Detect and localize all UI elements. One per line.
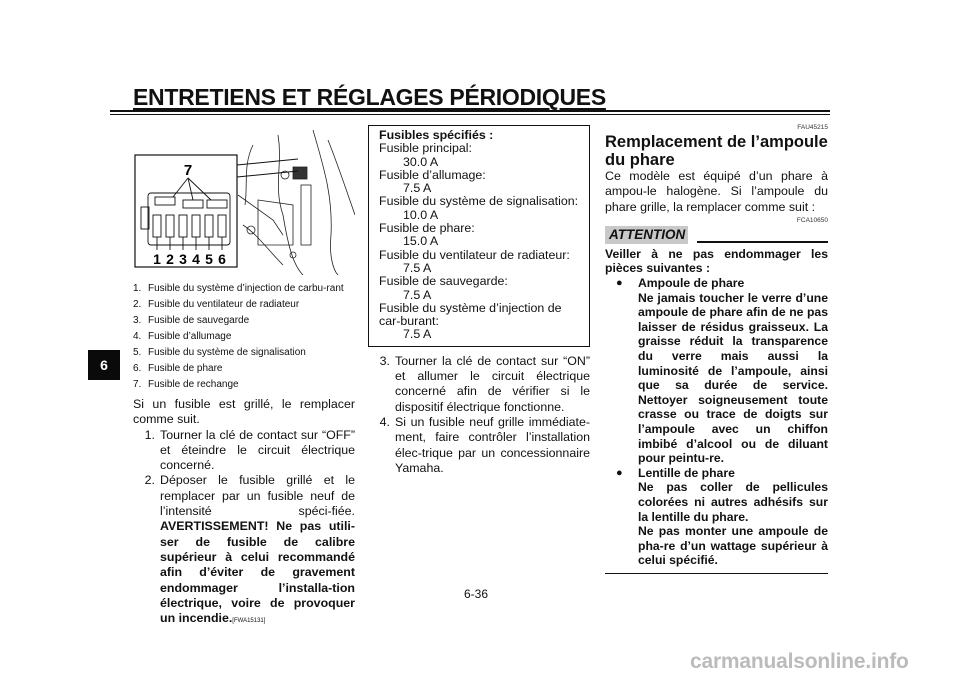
- legend-text: Fusible du système d’injection de carbu-rant: [148, 283, 344, 294]
- spec-value: 7.5 A: [403, 287, 432, 302]
- callout-2: 2: [166, 251, 174, 267]
- spec-value: 7.5 A: [403, 181, 432, 196]
- step-number: 3.: [379, 353, 390, 368]
- step-3: [368, 354, 590, 415]
- fuse-box-illustration: [133, 125, 355, 275]
- callout-1: 1: [153, 251, 161, 267]
- caution-code: FCA10650: [796, 216, 828, 224]
- section-code: FAU45215: [797, 124, 828, 131]
- legend-text: Fusible du système de signalisation: [148, 347, 306, 358]
- legend-number: 4.: [133, 331, 142, 342]
- legend-number: 5.: [133, 347, 142, 358]
- step-text: Tourner la clé de contact sur “OFF” et éteindre le circuit électrique concerné.: [160, 427, 355, 473]
- bullet-item: [616, 276, 828, 466]
- legend-item: [133, 345, 355, 361]
- legend-text: Fusible du ventilateur de radiateur: [148, 299, 300, 310]
- legend-item: [133, 377, 355, 393]
- bullet-body: Ne jamais toucher le verre d’une ampoule de phare afin de ne pas laisser de résidus graisseux. La graisse réduit la transparence du verre mais aussi la luminosité de l’ampoule, ainsi que sa durée de service. Nettoyer soigneusement toute crasse ou trace de doigts sur l’ampoule avec un chiffon imbibé d’alcool ou de diluant pour peintu-re.: [638, 290, 828, 466]
- attention-rule: [697, 241, 828, 243]
- attention-header: [605, 226, 828, 244]
- header-rule: [110, 110, 830, 112]
- step-number: 4.: [379, 414, 390, 429]
- section-title: Remplacement de l’ampoule du phare: [605, 133, 828, 169]
- legend-text: Fusible de sauvegarde: [148, 315, 250, 326]
- spec-label: Fusible du système d’injection de car-burant:: [379, 300, 562, 329]
- bullet-icon: ●: [616, 466, 623, 479]
- fuse-specifications-box: [368, 125, 590, 347]
- legend-item: [133, 281, 355, 297]
- figure-legend: [133, 281, 355, 393]
- step-1: [133, 428, 355, 474]
- legend-number: 3.: [133, 315, 142, 326]
- spec-label: Fusible de phare:: [379, 221, 475, 236]
- step-text: Si un fusible neuf grille immédiate-ment, faire contrôler l’installation élec-trique par un concessionnaire Yamaha.: [395, 414, 590, 475]
- caution-text: [605, 247, 828, 568]
- spec-value: 10.0 A: [403, 207, 439, 222]
- legend-number: 7.: [133, 379, 142, 390]
- watermark: carmanualsonline.info: [690, 650, 909, 673]
- legend-text: Fusible de phare: [148, 363, 223, 374]
- motorcycle-sketch: [238, 130, 355, 275]
- callout-4: 4: [192, 251, 200, 267]
- warning-code: [FWA15131]: [232, 618, 266, 625]
- spec-label: Fusible du ventilateur de radiateur:: [379, 247, 570, 262]
- bullet-heading: Lentille de phare: [638, 465, 735, 480]
- page-header-title: ENTRETIENS ET RÉGLAGES PÉRIODIQUES: [133, 84, 606, 110]
- header-rule-thin: [110, 114, 830, 115]
- callout-3: 3: [179, 251, 187, 267]
- spec-value: 7.5 A: [403, 260, 432, 275]
- spec-label: Fusible de sauvegarde:: [379, 274, 508, 289]
- callout-6: 6: [218, 251, 226, 267]
- spec-value: 15.0 A: [403, 234, 439, 249]
- legend-item: [133, 361, 355, 377]
- left-column: [133, 125, 355, 629]
- step-text: Déposer le fusible grillé et le remplacer par un fusible neuf de l’intensité spéci-fiée.: [160, 473, 355, 519]
- callout-5: 5: [205, 251, 213, 267]
- legend-number: 1.: [133, 283, 142, 294]
- warning-text: AVERTISSEMENT! Ne pas utili-ser de fusible de calibre supérieur à celui recommandé afin d’éviter de gravement endommager l’installa-tion électrique, voire de provoquer un incendie.: [160, 519, 355, 626]
- page-number: 6-36: [464, 587, 489, 601]
- spec-value: 30.0 A: [403, 154, 439, 169]
- spec-label: Fusible principal:: [379, 141, 472, 156]
- chapter-tab: 6: [88, 350, 120, 380]
- step-2: [133, 473, 355, 629]
- attention-label: ATTENTION: [605, 226, 688, 244]
- legend-item: [133, 313, 355, 329]
- bullet-heading: Ampoule de phare: [638, 276, 745, 291]
- step-number: 2.: [144, 473, 155, 488]
- step-text: Tourner la clé de contact sur “ON” et allumer le circuit électrique concerné afin de vérifier si le dispositif électrique fonctionne.: [395, 353, 590, 414]
- spec-value: 7.5 A: [403, 327, 432, 342]
- caution-end-rule: [605, 573, 828, 575]
- legend-text: Fusible d’allumage: [148, 331, 232, 342]
- caution-intro: Veiller à ne pas endommager les pièces suivantes :: [605, 246, 828, 276]
- section-intro: Ce modèle est équipé d’un phare à ampou-le halogène. Si l’ampoule du phare grille, la remplacer comme suit :: [605, 169, 828, 214]
- right-column: [605, 124, 828, 574]
- legend-item: [133, 329, 355, 345]
- step-number: 1.: [144, 427, 155, 442]
- legend-number: 6.: [133, 363, 142, 374]
- legend-item: [133, 297, 355, 313]
- legend-text: Fusible de rechange: [148, 379, 239, 390]
- legend-number: 2.: [133, 299, 142, 310]
- spec-label: Fusible d’allumage:: [379, 167, 486, 182]
- bullet-body-2: Ne pas monter une ampoule de pha-re d’un wattage supérieur à celui spécifié.: [638, 524, 828, 568]
- callout-7: 7: [183, 162, 193, 179]
- intro-paragraph: Si un fusible est grillé, le remplacer comme suit.: [133, 397, 355, 427]
- bullet-item: [616, 466, 828, 568]
- left-column-text: [133, 397, 355, 629]
- middle-column-text: [368, 354, 590, 476]
- middle-column: [368, 125, 590, 476]
- spec-label: Fusible du système de signalisation:: [379, 194, 579, 209]
- bullet-body: Ne pas coller de pellicules colorées ni autres adhésifs sur la lentille du phare.: [638, 480, 828, 524]
- bullet-icon: ●: [616, 277, 623, 290]
- specs-title: Fusibles spécifiés :: [379, 128, 494, 142]
- step-4: [368, 415, 590, 476]
